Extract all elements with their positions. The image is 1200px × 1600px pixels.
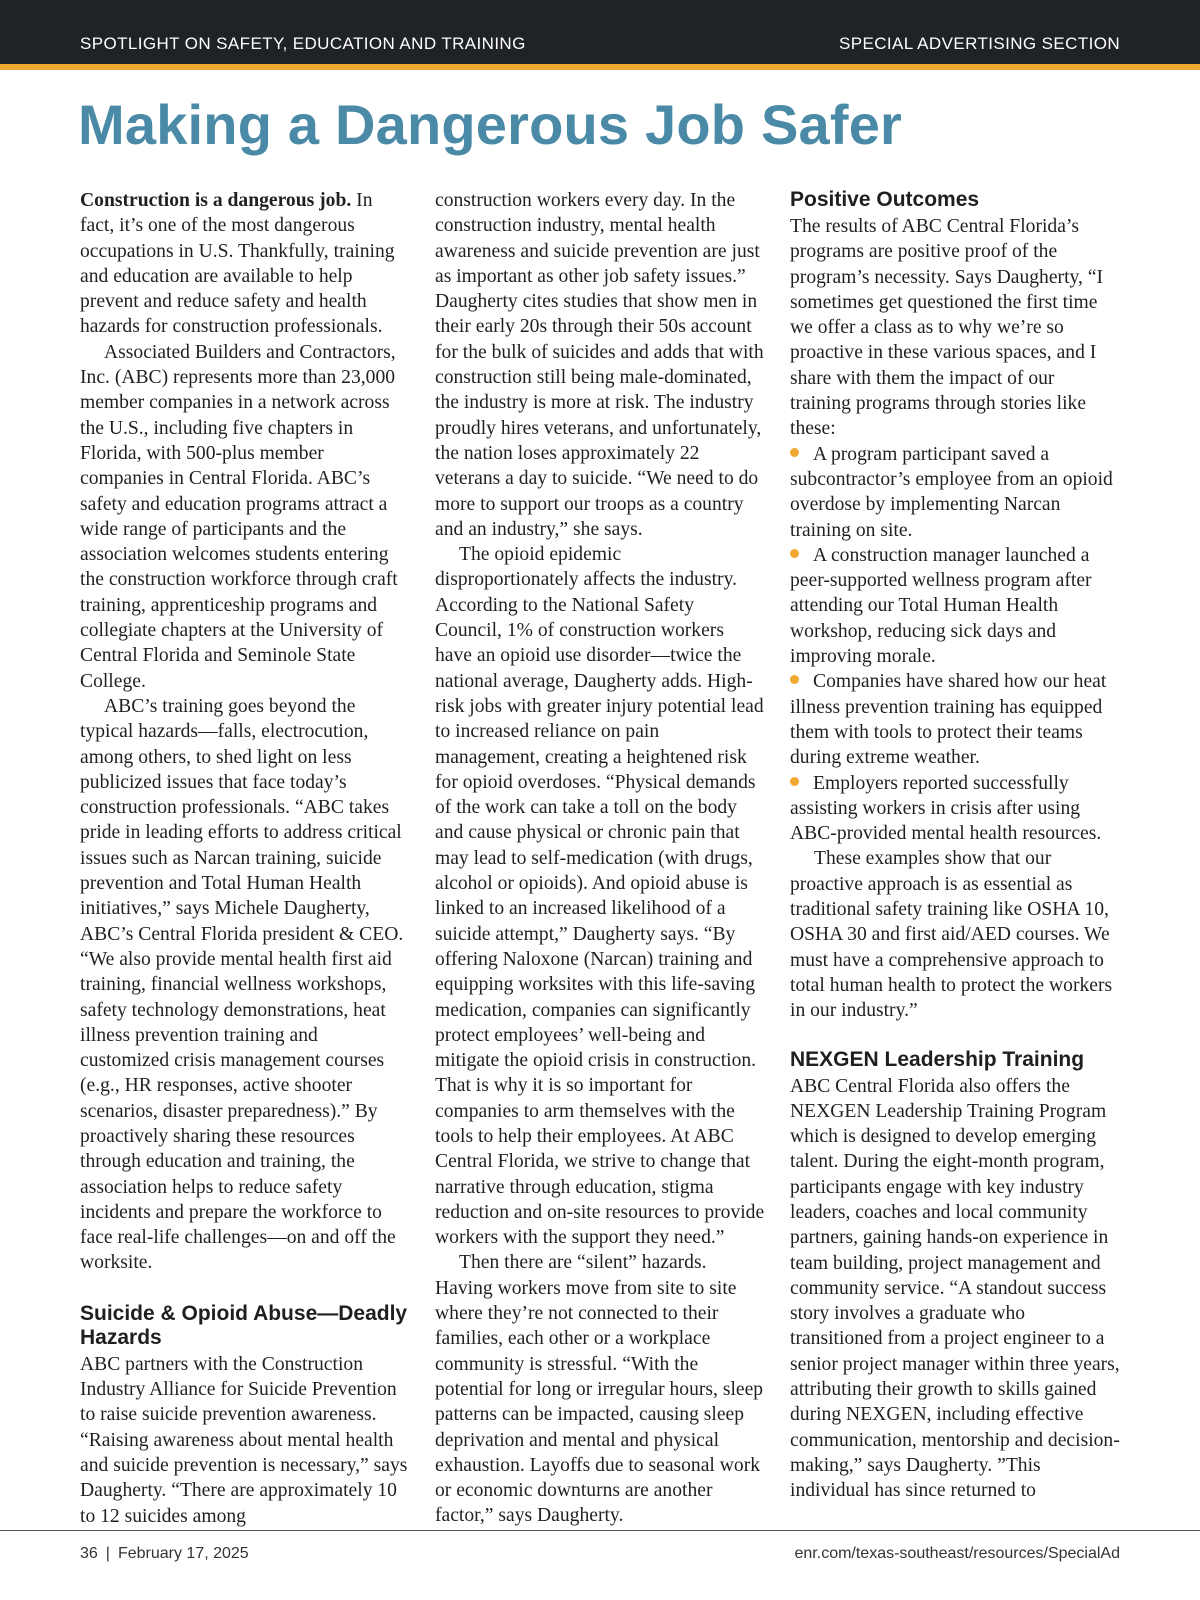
paragraph [80, 188, 410, 340]
bullet-item: A program participant saved a subcontractor’s employee from an opioid overdose by implementing Narcan training on site. [790, 443, 1113, 541]
bullet-dot-icon [790, 448, 799, 457]
bullet-item: A construction manager launched a peer-supported wellness program after attending our Total Human Health workshop, reducing sick days and improving morale. [790, 544, 1092, 668]
column-3 [790, 188, 1120, 1510]
lead-in: Construction is a dangerous job. [80, 190, 352, 211]
bullet-dot-icon [790, 777, 799, 786]
subhead-suicide-opioid: Suicide & Opioid Abuse—Deadly Hazards [80, 1301, 408, 1349]
paragraph: These examples show that our proactive approach is as essential as traditional safety training like OSHA 10, OSHA 30 and first aid/AED courses. We must have a comprehensive approach to total human health to protect the workers in our industry.” [790, 848, 1113, 1022]
paragraph-text: In fact, it’s one of the most dangerous occupations in U.S. Thankfully, training and education are available to help prevent and reduce safety and health hazards for construction professionals. [80, 190, 395, 338]
column-2 [435, 188, 765, 1527]
bullet-item: Employers reported successfully assisting workers in crisis after using ABC-provided mental health resources. [790, 772, 1102, 845]
footer-url: enr.com/texas-southeast/resources/SpecialAd [794, 1545, 1120, 1562]
bullet-dot-icon [790, 549, 799, 558]
section-label: SPOTLIGHT ON SAFETY, EDUCATION AND TRAINING [80, 34, 526, 53]
article-title: Making a Dangerous Job Safer [78, 93, 903, 156]
page-number: 36 [80, 1545, 98, 1562]
paragraph: Then there are “silent” hazards. Having workers move from site to site where they’re not connected to their families, each other or a workplace community is stressful. “With the potential for long or irregular hours, sleep patterns can be impacted, causing sleep deprivation and mental and physical exhaustion. Layoffs due to seasonal work or economic downturns are another factor,” says Daugherty. [435, 1252, 764, 1527]
paragraph: The opioid epidemic disproportionately affects the industry. According to the National Safety Council, 1% of construction workers have an opioid use disorder—twice the national average, Daugherty adds. High-risk jobs with greater injury potential lead to increased reliance on pain management, creating a heightened risk for opioid overdoses. “Physical demands of the work can take a toll on the body and cause physical or chronic pain that may lead to self-medication (with drugs, alcohol or opioids). And opioid abuse is linked to an increased likelihood of a suicide attempt,” Daugherty says. “By offering Naloxone (Narcan) training and equipping worksites with this life-saving medication, companies can significantly protect employees’ well-being and mitigate the opioid crisis in construction. That is why it is so important for companies to arm themselves with the tools to help their employees. At ABC Central Florida, we strive to change that narrative through education, stigma reduction and on-site resources to provide workers with the support they need.” [435, 544, 765, 1249]
paragraph: ABC Central Florida also offers the NEXGEN Leadership Training Program which is designed to develop emerging talent. During the eight-month program, participants engage with key industry leaders, coaches and local community partners, gaining hands-on experience in team building, project management and community service. “A standout success story involves a graduate who transitioned from a project engineer to a senior project manager within three years, attributing their growth to skills gained during NEXGEN, including effective communication, mentorship and decision-making,” says Daugherty. ”This individual has since returned to [790, 1075, 1120, 1502]
paragraph: The results of ABC Central Florida’s programs are positive proof of the program’s necessity. Says Daugherty, “I sometimes get questioned the first time we offer a class as to why we’re so proactive in these various spaces, and I share with them the impact of our training programs through stories like these: [790, 216, 1104, 440]
header-accent-rule [0, 64, 1200, 70]
paragraph: ABC’s training goes beyond the typical hazards—falls, electrocution, among others, to shed light on less publicized issues that face today’s construction professionals. “ABC takes pride in leading efforts to address critical issues such as Narcan training, suicide prevention and Total Human Health initiatives,” says Michele Daugherty, ABC’s Central Florida president & CEO. “We also provide mental health first aid training, financial wellness workshops, safety technology demonstrations, heat illness prevention training and customized crisis management courses (e.g., HR responses, active shooter scenarios, disaster preparedness).” By proactively sharing these resources through education and training, the association helps to reduce safety incidents and prepare the workforce to face real-life challenges—on and off the worksite. [80, 695, 404, 1274]
paragraph: Associated Builders and Contractors, Inc. (ABC) represents more than 23,000 member companies in a network across the U.S., including five chapters in Florida, with 500-plus member companies in Central Florida. ABC’s safety and education programs attract a wide range of participants and the association welcomes students entering the construction workforce through craft training, apprenticeship programs and collegiate chapters at the University of Central Florida and Seminole State College. [80, 341, 398, 692]
subhead-nexgen: NEXGEN Leadership Training [790, 1047, 1085, 1071]
issue-date: February 17, 2025 [117, 1545, 249, 1562]
footer-rule [0, 1530, 1200, 1531]
advertising-label: SPECIAL ADVERTISING SECTION [839, 34, 1120, 53]
column-1 [80, 188, 410, 1527]
paragraph: ABC partners with the Construction Industry Alliance for Suicide Prevention to raise suicide prevention awareness. “Raising awareness about mental health and suicide prevention is necessary,” says Daugherty. “There are approximately 10 to 12 suicides among [80, 1353, 408, 1527]
paragraph: construction workers every day. In the construction industry, mental health awareness and suicide prevention are just as important as other job safety issues.” Daugherty cites studies that show men in their early 20s through their 50s account for the bulk of suicides and adds that with construction still being male-dominated, the industry is more at risk. The industry proudly hires veterans, and unfortunately, the nation loses approximately 22 veterans a day to suicide. “We need to do more to support our troops as a country and an industry,” she says. [435, 190, 764, 540]
bullet-item: Companies have shared how our heat illness prevention training has equipped them with tools to protect their teams during extreme weather. [790, 671, 1107, 769]
footer-separator: | [105, 1545, 110, 1562]
footer-folio [80, 1545, 249, 1563]
header-band [0, 0, 1200, 64]
subhead-positive-outcomes: Positive Outcomes [790, 188, 980, 211]
bullet-dot-icon [790, 675, 799, 684]
